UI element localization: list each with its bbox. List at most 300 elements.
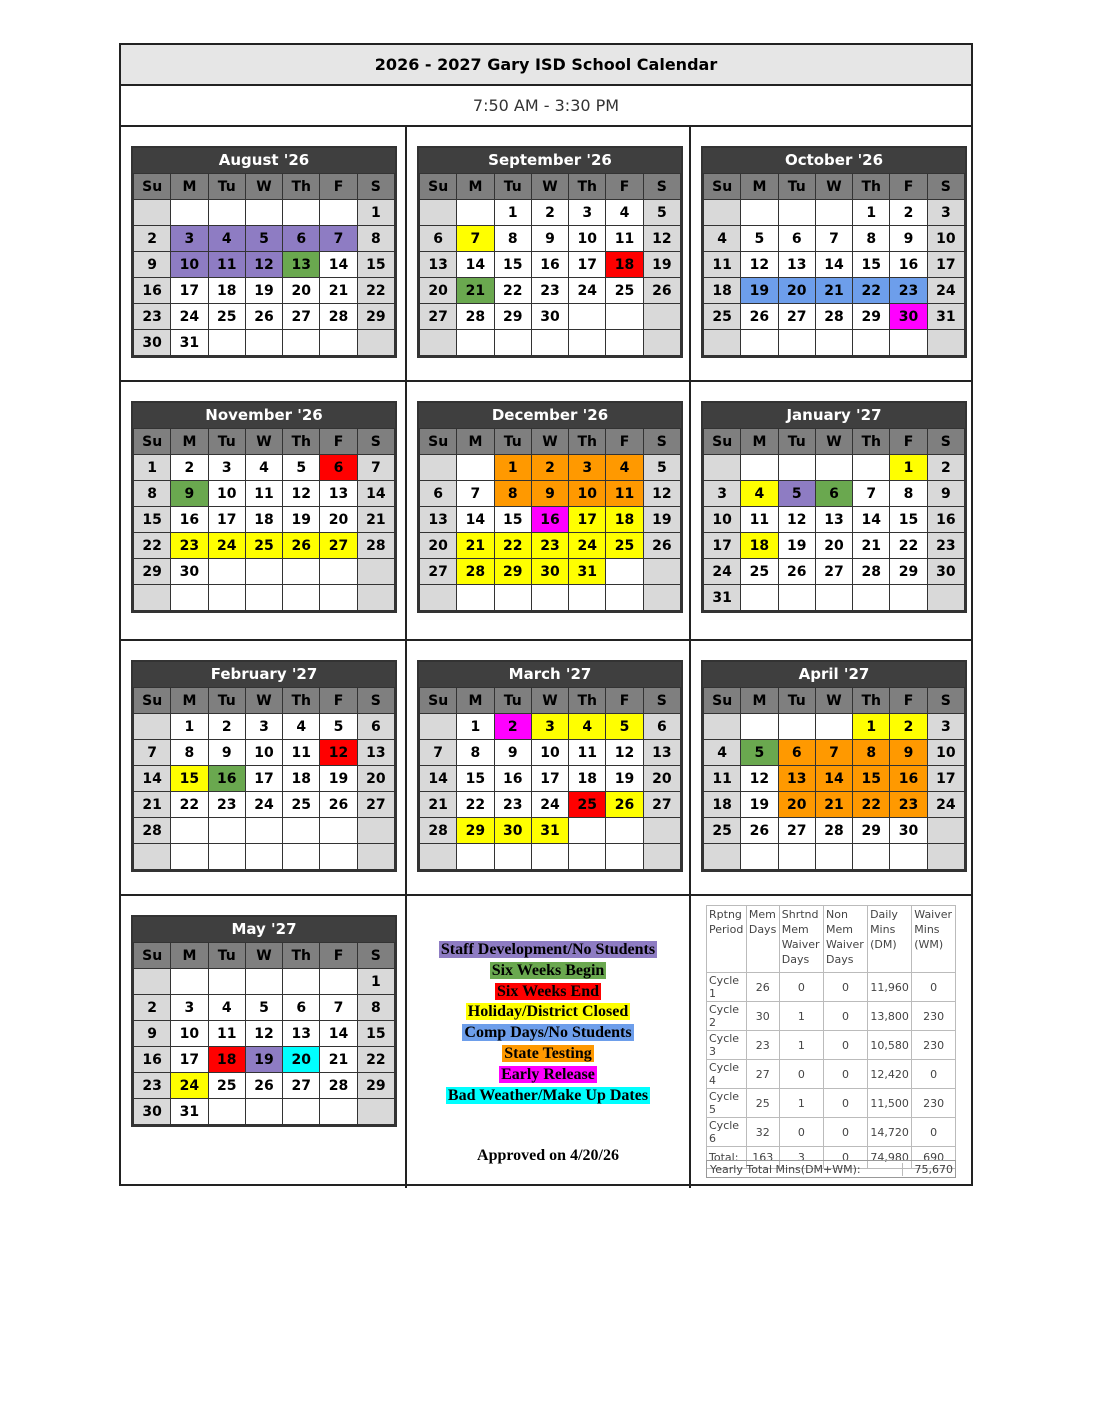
day-cell: 2 xyxy=(890,200,927,226)
day-cell: 27 xyxy=(320,533,357,559)
day-cell xyxy=(320,559,357,585)
weekday-header: S xyxy=(357,943,394,969)
day-cell xyxy=(245,559,282,585)
day-cell xyxy=(927,818,964,844)
day-cell: 10 xyxy=(208,481,245,507)
minutes-cell: 0 xyxy=(912,1118,956,1147)
day-cell xyxy=(208,969,245,995)
day-cell: 31 xyxy=(704,585,741,611)
minutes-cell: 0 xyxy=(779,1060,823,1089)
day-cell: 21 xyxy=(320,278,357,304)
weekday-header: F xyxy=(890,688,927,714)
day-cell: 4 xyxy=(245,455,282,481)
day-cell: 30 xyxy=(531,559,568,585)
weekday-header: Th xyxy=(853,429,890,455)
weekday-header: W xyxy=(245,429,282,455)
month-title: December '26 xyxy=(419,403,681,428)
day-cell: 1 xyxy=(457,714,494,740)
day-cell: 25 xyxy=(208,1073,245,1099)
grid-cell xyxy=(691,382,971,641)
day-cell xyxy=(283,330,320,356)
day-cell: 4 xyxy=(283,714,320,740)
minutes-cell: 74,980 xyxy=(868,1147,912,1169)
day-cell: 26 xyxy=(320,792,357,818)
minutes-row xyxy=(707,1118,956,1147)
weekday-header: S xyxy=(643,174,680,200)
day-cell: 11 xyxy=(283,740,320,766)
day-cell: 11 xyxy=(606,226,643,252)
day-cell xyxy=(208,200,245,226)
minutes-header: Daily Mins (DM) xyxy=(868,906,912,973)
minutes-cell: 0 xyxy=(824,1147,868,1169)
day-cell: 17 xyxy=(569,252,606,278)
day-cell: 30 xyxy=(927,559,964,585)
day-cell xyxy=(927,844,964,870)
weekday-header: S xyxy=(927,429,964,455)
day-cell xyxy=(494,585,531,611)
day-cell: 13 xyxy=(320,481,357,507)
day-cell xyxy=(890,330,927,356)
weekday-header: S xyxy=(357,429,394,455)
day-cell xyxy=(457,330,494,356)
page-title: 2026 - 2027 Gary ISD School Calendar xyxy=(121,45,971,86)
day-cell: 6 xyxy=(283,226,320,252)
minutes-cell: 11,500 xyxy=(868,1089,912,1118)
day-cell: 14 xyxy=(457,507,494,533)
day-cell: 7 xyxy=(320,995,357,1021)
weekday-header: S xyxy=(357,688,394,714)
day-cell: 4 xyxy=(208,226,245,252)
day-cell: 23 xyxy=(531,278,568,304)
minutes-cell: 23 xyxy=(746,1031,779,1060)
minutes-cell: 30 xyxy=(746,1002,779,1031)
day-cell: 21 xyxy=(357,507,394,533)
weekday-header: M xyxy=(457,688,494,714)
day-cell xyxy=(245,969,282,995)
day-cell xyxy=(283,585,320,611)
day-cell: 13 xyxy=(778,252,815,278)
day-cell: 13 xyxy=(283,1021,320,1047)
day-cell: 17 xyxy=(927,252,964,278)
day-cell xyxy=(208,585,245,611)
day-cell: 28 xyxy=(320,1073,357,1099)
day-cell: 3 xyxy=(704,481,741,507)
day-cell xyxy=(741,455,778,481)
weekday-header: M xyxy=(171,943,208,969)
month-calendar xyxy=(701,660,967,872)
day-cell xyxy=(245,585,282,611)
minutes-cell: 0 xyxy=(824,973,868,1002)
weekday-header: F xyxy=(606,174,643,200)
day-cell: 19 xyxy=(643,507,680,533)
weekday-header: M xyxy=(457,174,494,200)
day-cell xyxy=(357,818,394,844)
day-cell xyxy=(245,1099,282,1125)
day-cell xyxy=(704,844,741,870)
month-title: October '26 xyxy=(703,148,965,173)
month-calendar xyxy=(417,401,683,613)
day-cell: 23 xyxy=(171,533,208,559)
day-cell xyxy=(704,200,741,226)
day-cell: 23 xyxy=(927,533,964,559)
weekday-header: M xyxy=(457,429,494,455)
day-cell: 16 xyxy=(134,278,171,304)
day-cell xyxy=(643,330,680,356)
weekday-header: Tu xyxy=(208,688,245,714)
day-cell: 20 xyxy=(283,278,320,304)
minutes-header: Non Mem Waiver Days xyxy=(824,906,868,973)
weekday-header: F xyxy=(320,688,357,714)
day-cell: 8 xyxy=(853,226,890,252)
day-cell: 22 xyxy=(494,278,531,304)
day-cell: 15 xyxy=(171,766,208,792)
day-cell: 25 xyxy=(606,533,643,559)
grid-cell xyxy=(121,641,407,896)
day-cell: 5 xyxy=(643,200,680,226)
day-cell: 14 xyxy=(815,766,852,792)
day-cell: 22 xyxy=(134,533,171,559)
day-cell: 21 xyxy=(815,792,852,818)
day-cell: 18 xyxy=(606,252,643,278)
day-cell xyxy=(853,585,890,611)
day-cell: 15 xyxy=(457,766,494,792)
month-title: September '26 xyxy=(419,148,681,173)
month-calendar xyxy=(701,146,967,358)
day-cell: 26 xyxy=(741,304,778,330)
day-cell xyxy=(606,585,643,611)
day-cell: 16 xyxy=(171,507,208,533)
day-cell: 30 xyxy=(134,330,171,356)
day-cell: 2 xyxy=(171,455,208,481)
grid-cell xyxy=(407,127,691,382)
day-cell: 25 xyxy=(569,792,606,818)
weekday-header: Su xyxy=(134,943,171,969)
day-cell: 16 xyxy=(890,252,927,278)
weekday-header: W xyxy=(531,688,568,714)
day-cell: 23 xyxy=(134,1073,171,1099)
day-cell xyxy=(853,455,890,481)
day-cell: 6 xyxy=(357,714,394,740)
legend-item xyxy=(407,961,689,982)
day-cell: 14 xyxy=(420,766,457,792)
weekday-header: Su xyxy=(134,174,171,200)
day-cell: 12 xyxy=(245,252,282,278)
day-cell: 5 xyxy=(283,455,320,481)
weekday-header: M xyxy=(171,174,208,200)
day-cell xyxy=(569,585,606,611)
day-cell: 16 xyxy=(927,507,964,533)
weekday-header: S xyxy=(357,174,394,200)
day-cell: 2 xyxy=(134,995,171,1021)
weekday-header: F xyxy=(320,429,357,455)
day-cell: 5 xyxy=(643,455,680,481)
day-cell: 8 xyxy=(357,995,394,1021)
day-cell: 7 xyxy=(815,740,852,766)
day-cell: 24 xyxy=(569,278,606,304)
day-cell: 1 xyxy=(494,200,531,226)
day-cell xyxy=(890,844,927,870)
day-cell: 13 xyxy=(420,507,457,533)
yearly-total-value: 75,670 xyxy=(902,1163,955,1176)
legend-item xyxy=(407,982,689,1003)
day-cell xyxy=(815,585,852,611)
day-cell xyxy=(320,330,357,356)
weekday-header: Tu xyxy=(494,688,531,714)
month-title: April '27 xyxy=(703,662,965,687)
month-title: January '27 xyxy=(703,403,965,428)
weekday-header: Tu xyxy=(208,943,245,969)
day-cell: 28 xyxy=(320,304,357,330)
day-cell: 29 xyxy=(853,304,890,330)
day-cell: 7 xyxy=(134,740,171,766)
day-cell: 23 xyxy=(494,792,531,818)
day-cell: 29 xyxy=(890,559,927,585)
day-cell xyxy=(420,200,457,226)
day-cell: 3 xyxy=(171,226,208,252)
day-cell: 26 xyxy=(778,559,815,585)
day-cell: 18 xyxy=(704,792,741,818)
day-cell: 21 xyxy=(457,533,494,559)
legend-label: Six Weeks End xyxy=(497,982,599,1000)
day-cell: 18 xyxy=(283,766,320,792)
minutes-row xyxy=(707,973,956,1002)
day-cell: 1 xyxy=(357,200,394,226)
day-cell xyxy=(606,559,643,585)
day-cell: 19 xyxy=(283,507,320,533)
weekday-header: Su xyxy=(134,429,171,455)
day-cell xyxy=(283,969,320,995)
day-cell: 5 xyxy=(606,714,643,740)
day-cell: 4 xyxy=(606,200,643,226)
day-cell xyxy=(134,585,171,611)
day-cell: 2 xyxy=(927,455,964,481)
day-cell xyxy=(494,844,531,870)
day-cell: 29 xyxy=(357,304,394,330)
grid-cell xyxy=(691,127,971,382)
minutes-header: Waiver Mins (WM) xyxy=(912,906,956,973)
day-cell: 14 xyxy=(853,507,890,533)
day-cell: 18 xyxy=(245,507,282,533)
day-cell: 18 xyxy=(208,278,245,304)
minutes-cell: 11,960 xyxy=(868,973,912,1002)
day-cell: 16 xyxy=(134,1047,171,1073)
day-cell: 2 xyxy=(208,714,245,740)
day-cell xyxy=(741,200,778,226)
day-cell: 19 xyxy=(643,252,680,278)
day-cell xyxy=(283,559,320,585)
day-cell xyxy=(457,585,494,611)
minutes-cell: 0 xyxy=(779,973,823,1002)
day-cell xyxy=(643,304,680,330)
weekday-header: W xyxy=(815,174,852,200)
day-cell xyxy=(778,455,815,481)
day-cell: 12 xyxy=(741,252,778,278)
legend-label: Staff Development/No Students xyxy=(440,941,656,958)
day-cell xyxy=(134,714,171,740)
day-cell xyxy=(320,1099,357,1125)
day-cell xyxy=(171,969,208,995)
day-cell: 10 xyxy=(704,507,741,533)
weekday-header: Th xyxy=(283,429,320,455)
weekday-header: S xyxy=(643,429,680,455)
weekday-header: S xyxy=(927,174,964,200)
day-cell: 7 xyxy=(420,740,457,766)
day-cell: 27 xyxy=(420,559,457,585)
day-cell: 26 xyxy=(245,304,282,330)
day-cell xyxy=(569,818,606,844)
day-cell: 10 xyxy=(927,740,964,766)
day-cell xyxy=(208,1099,245,1125)
day-cell: 28 xyxy=(815,304,852,330)
day-cell: 18 xyxy=(606,507,643,533)
day-cell xyxy=(208,330,245,356)
month-calendar xyxy=(131,915,397,1127)
day-cell xyxy=(853,330,890,356)
day-cell: 20 xyxy=(420,533,457,559)
weekday-header: W xyxy=(531,429,568,455)
day-cell: 21 xyxy=(457,278,494,304)
day-cell: 16 xyxy=(531,507,568,533)
day-cell: 14 xyxy=(320,1021,357,1047)
day-cell xyxy=(704,330,741,356)
grid-cell xyxy=(121,896,407,1188)
day-cell: 11 xyxy=(208,1021,245,1047)
day-cell: 31 xyxy=(171,330,208,356)
grid-cell xyxy=(691,641,971,896)
weekday-header: Th xyxy=(853,688,890,714)
minutes-cell: 12,420 xyxy=(868,1060,912,1089)
day-cell: 2 xyxy=(134,226,171,252)
day-cell xyxy=(420,455,457,481)
day-cell: 18 xyxy=(569,766,606,792)
day-cell: 25 xyxy=(245,533,282,559)
minutes-cell: Cycle 2 xyxy=(707,1002,747,1031)
day-cell: 17 xyxy=(171,278,208,304)
minutes-header: Rptng Period xyxy=(707,906,747,973)
weekday-header: F xyxy=(890,174,927,200)
day-cell xyxy=(643,559,680,585)
weekday-header: M xyxy=(171,688,208,714)
day-cell: 8 xyxy=(357,226,394,252)
grid-cell xyxy=(121,382,407,641)
day-cell xyxy=(420,585,457,611)
day-cell: 9 xyxy=(171,481,208,507)
day-cell: 18 xyxy=(704,278,741,304)
day-cell: 26 xyxy=(643,278,680,304)
minutes-row xyxy=(707,1002,956,1031)
day-cell: 1 xyxy=(494,455,531,481)
day-cell: 16 xyxy=(494,766,531,792)
day-cell: 1 xyxy=(853,714,890,740)
minutes-cell: Cycle 5 xyxy=(707,1089,747,1118)
day-cell xyxy=(643,844,680,870)
day-cell: 22 xyxy=(357,278,394,304)
day-cell: 11 xyxy=(606,481,643,507)
school-hours: 7:50 AM - 3:30 PM xyxy=(121,86,971,127)
minutes-cell: Cycle 6 xyxy=(707,1118,747,1147)
day-cell xyxy=(171,844,208,870)
legend-label: State Testing xyxy=(504,1044,592,1062)
day-cell: 24 xyxy=(704,559,741,585)
month-calendar xyxy=(131,660,397,872)
day-cell: 3 xyxy=(208,455,245,481)
day-cell: 21 xyxy=(134,792,171,818)
day-cell xyxy=(171,818,208,844)
day-cell: 24 xyxy=(171,304,208,330)
minutes-cell: 163 xyxy=(746,1147,779,1169)
day-cell: 24 xyxy=(569,533,606,559)
minutes-cell: Cycle 1 xyxy=(707,973,747,1002)
day-cell: 31 xyxy=(531,818,568,844)
minutes-cell: Total: xyxy=(707,1147,747,1169)
day-cell xyxy=(741,585,778,611)
day-cell: 17 xyxy=(569,507,606,533)
month-calendar xyxy=(131,401,397,613)
day-cell xyxy=(134,844,171,870)
day-cell: 7 xyxy=(357,455,394,481)
day-cell: 13 xyxy=(778,766,815,792)
weekday-header: Su xyxy=(420,429,457,455)
day-cell: 31 xyxy=(569,559,606,585)
day-cell xyxy=(815,714,852,740)
day-cell: 2 xyxy=(890,714,927,740)
minutes-cell: 32 xyxy=(746,1118,779,1147)
day-cell: 31 xyxy=(927,304,964,330)
day-cell: 28 xyxy=(420,818,457,844)
day-cell: 16 xyxy=(208,766,245,792)
day-cell: 10 xyxy=(927,226,964,252)
day-cell xyxy=(457,200,494,226)
day-cell: 24 xyxy=(245,792,282,818)
weekday-header: Tu xyxy=(494,174,531,200)
day-cell: 11 xyxy=(704,766,741,792)
day-cell: 25 xyxy=(741,559,778,585)
day-cell xyxy=(606,844,643,870)
day-cell xyxy=(890,585,927,611)
weekday-header: F xyxy=(606,688,643,714)
day-cell: 3 xyxy=(569,200,606,226)
month-calendar xyxy=(701,401,967,613)
day-cell: 10 xyxy=(569,481,606,507)
day-cell: 3 xyxy=(927,200,964,226)
day-cell xyxy=(643,585,680,611)
minutes-header: Shrtnd Mem Waiver Days xyxy=(779,906,823,973)
day-cell: 27 xyxy=(815,559,852,585)
day-cell xyxy=(420,714,457,740)
day-cell: 12 xyxy=(283,481,320,507)
weekday-header: W xyxy=(531,174,568,200)
day-cell: 19 xyxy=(245,278,282,304)
day-cell: 24 xyxy=(531,792,568,818)
day-cell: 6 xyxy=(283,995,320,1021)
day-cell: 16 xyxy=(531,252,568,278)
day-cell: 15 xyxy=(494,252,531,278)
weekday-header: Th xyxy=(569,429,606,455)
weekday-header: M xyxy=(741,429,778,455)
day-cell: 9 xyxy=(531,481,568,507)
day-cell xyxy=(778,200,815,226)
day-cell: 20 xyxy=(357,766,394,792)
day-cell: 31 xyxy=(171,1099,208,1125)
day-cell: 27 xyxy=(283,304,320,330)
day-cell: 20 xyxy=(420,278,457,304)
day-cell: 4 xyxy=(606,455,643,481)
day-cell: 25 xyxy=(704,304,741,330)
day-cell xyxy=(531,844,568,870)
day-cell: 6 xyxy=(420,226,457,252)
day-cell: 15 xyxy=(134,507,171,533)
day-cell: 17 xyxy=(704,533,741,559)
